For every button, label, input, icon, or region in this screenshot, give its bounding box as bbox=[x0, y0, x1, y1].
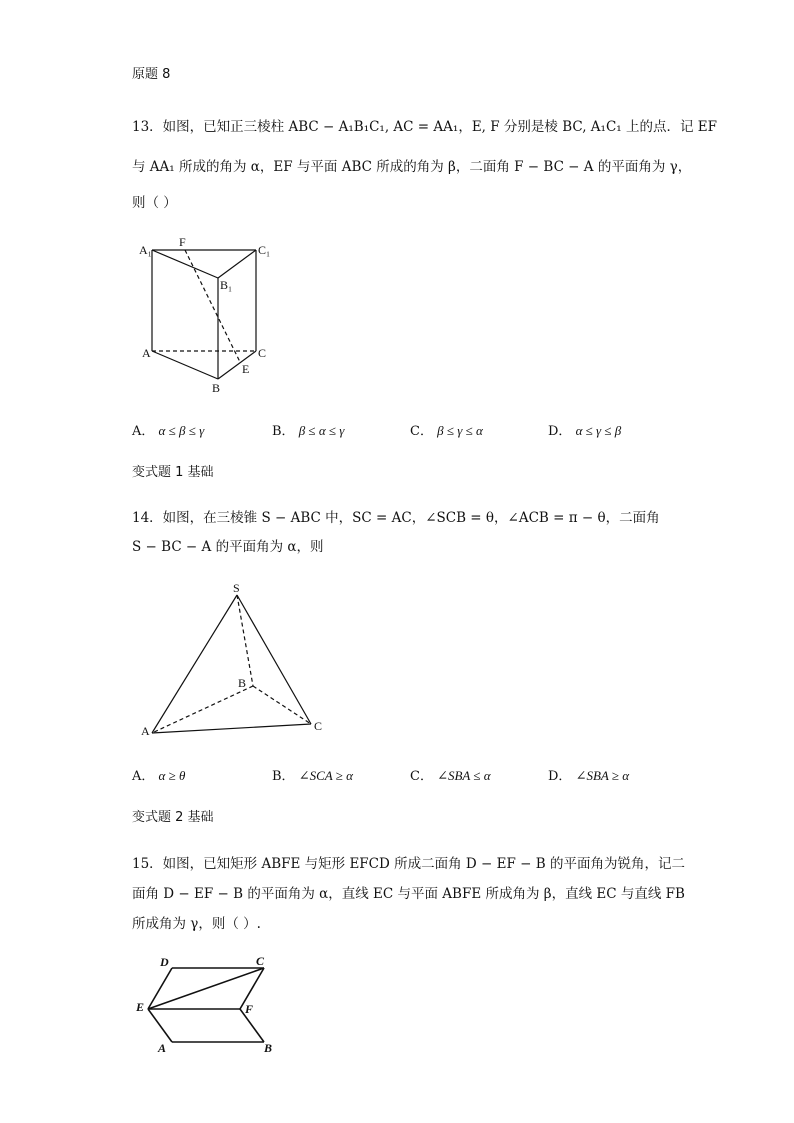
q14-option-a: A． α ≥ θ bbox=[132, 768, 186, 784]
edge-ab-hidden bbox=[152, 686, 253, 733]
label-a: A bbox=[142, 346, 151, 360]
label-b: B bbox=[238, 676, 247, 690]
edge-sb-hidden bbox=[237, 595, 253, 686]
label-c: C bbox=[256, 954, 265, 968]
q14-option-c: C． ∠SBA ≤ α bbox=[410, 768, 491, 784]
section-heading-variant-2: 变式题 2 基础 bbox=[132, 810, 214, 825]
edge-de bbox=[148, 968, 172, 1009]
label-c: C bbox=[314, 719, 323, 733]
q14-option-d: D． ∠SBA ≥ α bbox=[548, 768, 630, 784]
question-15-line-1: 15．如图，已知矩形 ABFE 与矩形 EFCD 所成二面角 D − EF − B 的平面角为锐角，记二 bbox=[132, 856, 685, 872]
label-c: C bbox=[258, 346, 267, 360]
edge-fb bbox=[240, 1009, 264, 1042]
segment-ec bbox=[148, 968, 264, 1009]
edge-b1c1 bbox=[218, 250, 256, 278]
label-f: F bbox=[245, 1002, 254, 1016]
edge-sa bbox=[152, 595, 237, 733]
label-c1: C₁ bbox=[258, 243, 271, 257]
label-e: E bbox=[242, 362, 250, 376]
q14-option-b: B． ∠SCA ≥ α bbox=[272, 768, 353, 784]
question-15-line-2: 面角 D − EF − B 的平面角为 α，直线 EC 与平面 ABFE 所成角为 β，直线 EC 与直线 FB bbox=[132, 886, 685, 902]
edge-ac bbox=[152, 724, 311, 733]
label-s: S bbox=[233, 581, 240, 595]
label-b1: B₁ bbox=[220, 278, 233, 292]
label-a1: A₁ bbox=[139, 243, 152, 257]
edge-bc bbox=[218, 351, 256, 379]
label-f: F bbox=[179, 235, 186, 249]
section-heading-original: 原题 8 bbox=[132, 67, 171, 82]
edge-ea bbox=[148, 1009, 172, 1042]
question-13-line-2: 与 AA₁ 所成的角为 α，EF 与平面 ABC 所成的角为 β，二面角 F − BC − A 的平面角为 γ， bbox=[132, 159, 692, 175]
edge-cf bbox=[240, 968, 264, 1009]
edge-bc-hidden bbox=[253, 686, 311, 724]
edge-a1b1 bbox=[152, 250, 218, 278]
q13-option-c: C． β ≤ γ ≤ α bbox=[410, 423, 483, 439]
label-b: B bbox=[212, 381, 221, 395]
q13-option-a: A． α ≤ β ≤ γ bbox=[132, 423, 205, 439]
label-d: D bbox=[160, 955, 169, 969]
section-heading-variant-1: 变式题 1 基础 bbox=[132, 465, 214, 480]
label-a: A bbox=[141, 724, 150, 738]
q13-option-b: B． β ≤ α ≤ γ bbox=[272, 423, 345, 439]
edge-ab bbox=[152, 351, 218, 379]
question-13-line-3: 则（ ） bbox=[132, 195, 177, 211]
question-14-line-1: 14．如图，在三棱锥 S − ABC 中，SC = AC，∠SCB = θ，∠ACB = π − θ，二面角 bbox=[132, 510, 660, 526]
label-a: A bbox=[158, 1041, 167, 1055]
edge-sc bbox=[237, 595, 311, 724]
label-e: E bbox=[136, 1000, 145, 1014]
q13-option-d: D． α ≤ γ ≤ β bbox=[548, 423, 622, 439]
segment-ef bbox=[185, 250, 240, 362]
question-15-line-3: 所成角为 γ，则（ ）. bbox=[132, 916, 261, 932]
label-b: B bbox=[264, 1041, 273, 1055]
question-14-line-2: S − BC − A 的平面角为 α，则 bbox=[132, 539, 324, 555]
question-13-line-1: 13．如图，已知正三棱柱 ABC − A₁B₁C₁, AC = AA₁，E, F 分别是棱 BC, A₁C₁ 上的点．记 EF bbox=[132, 119, 718, 135]
